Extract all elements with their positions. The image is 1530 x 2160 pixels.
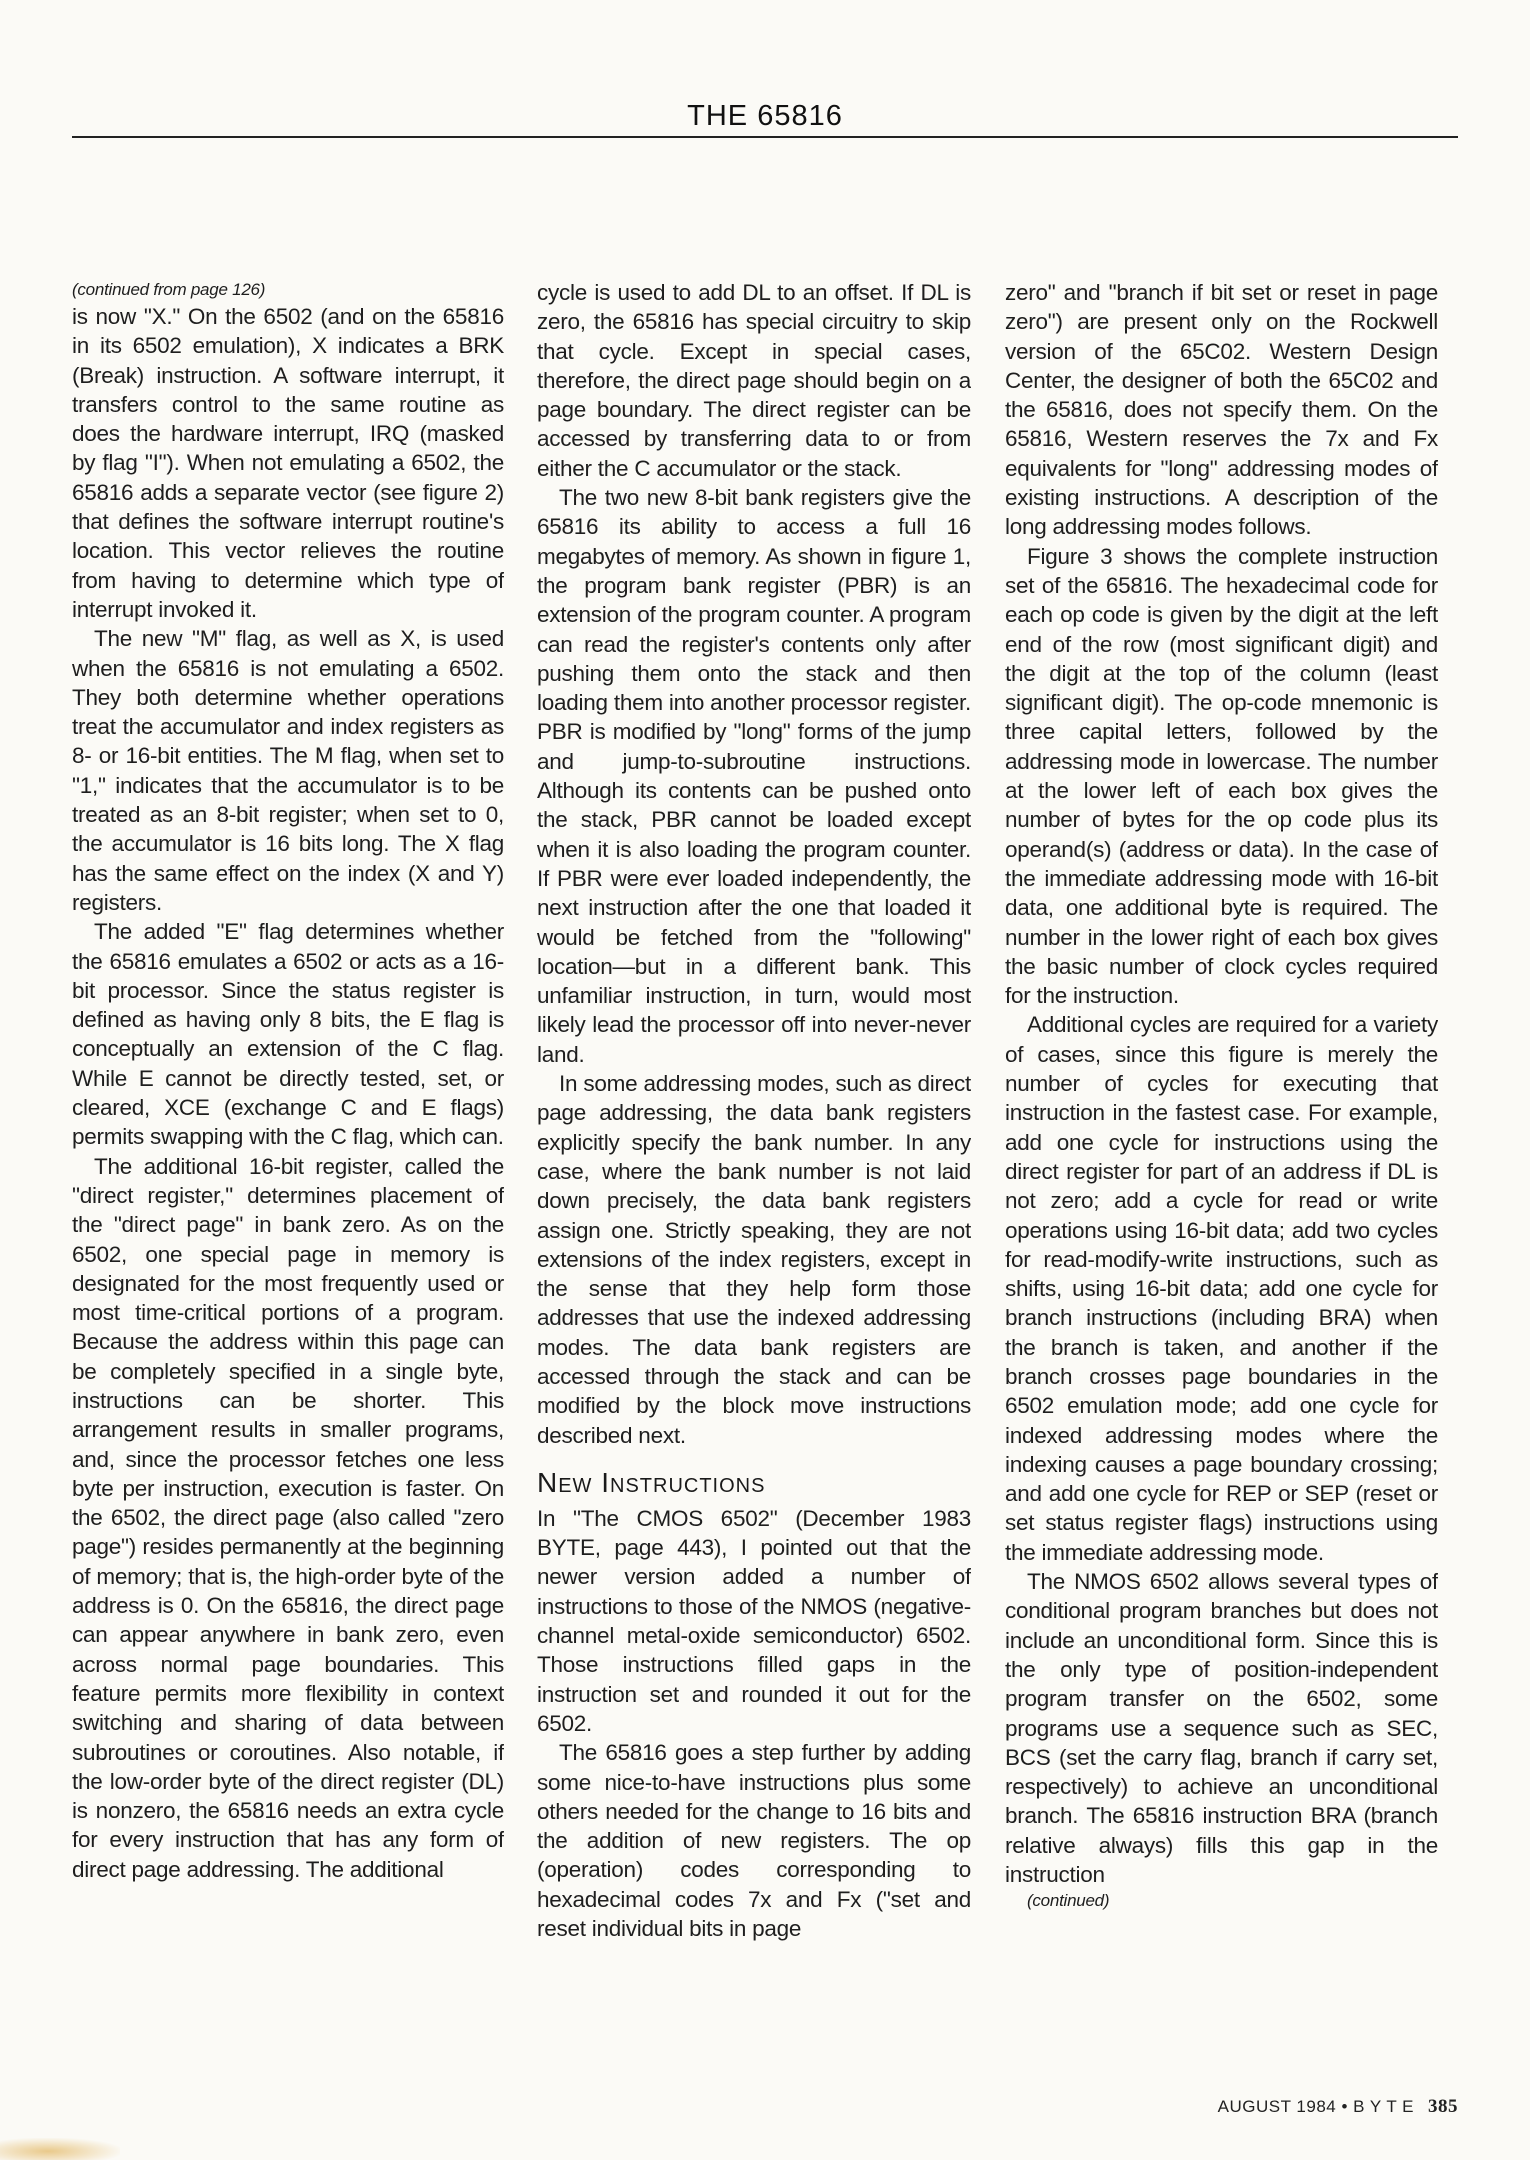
page-footer xyxy=(1218,2096,1458,2118)
page-number: 385 xyxy=(1428,2096,1458,2117)
paragraph: is now "X." On the 6502 (and on the 65816 in its 6502 emulation), X indicates a BRK (Break) instruction. A software interrupt, it transfers control to the same routine as does the hardware interrupt, IRQ (masked by flag "I"). When not emulating a 6502, the 65816 adds a separate vector (see figure 2) that defines the software interrupt routine's location. This vector relieves the routine from having to determine which type of interrupt invoked it. xyxy=(72,304,504,622)
paragraph: Figure 3 shows the complete instruction set of the 65816. The hexadecimal code for each op code is given by the digit at the left end of the row (most significant digit) and the digit at the top of the column (least significant digit). The op-code mnemonic is three capital letters, followed by the addressing mode in lowercase. The number at the lower left of each box gives the number of bytes for the op code plus its operand(s) (address or data). In the case of the immediate addressing mode with 16-bit data, one additional byte is required. The number in the lower right of each box gives the basic number of clock cycles required for the instruction. xyxy=(1005,543,1438,1009)
paragraph: The two new 8-bit bank registers give the 65816 its ability to access a full 16 megabytes of memory. As shown in figure 1, the program bank register (PBR) is an extension of the program counter. A program can read the register's contents only after pushing them onto the stack and then loading them into another processor register. PBR is modified by "long" forms of the jump and jump-to-subroutine instructions. Although its contents can be pushed onto the stack, PBR cannot be loaded except when it is also loading the program counter. If PBR were ever loaded independently, the next instruction after the one that loaded it would be fetched from the "following" location—but in a different bank. This unfamiliar instruction, in turn, would most likely lead the processor off into never-never land. xyxy=(537,485,971,1067)
running-head: THE 65816 xyxy=(687,100,843,132)
issue-label: AUGUST 1984 • B Y T E xyxy=(1217,2097,1414,2116)
scan-smudge xyxy=(0,2138,120,2160)
column-1 xyxy=(72,278,504,2068)
paragraph: The additional 16-bit register, called the "direct register," determines placement of the "direct page" in bank zero. As on the 6502, one special page in memory is designated for the most frequently used or most time-critical portions of a program. Because the address within this page can be completely specified in a single byte, instructions can be shorter. This arrangement results in smaller programs, and, since the processor fetches one less byte per instruction, execution is faster. On the 6502, the direct page (also called "zero page") resides permanently at the beginning of memory; that is, the high-order byte of the address is 0. On the 65816, the direct page can appear anywhere in bank zero, even across normal page boundaries. This feature permits more flexibility in context switching and sharing of data between subroutines or coroutines. Also notable, if the low-order byte of the direct register (DL) is nonzero, the 65816 needs an extra cycle for every instruction that has any form of direct page addressing. The additional xyxy=(72,1153,504,1882)
continued-from-note: (continued from page 126) xyxy=(72,280,266,299)
paragraph: In "The CMOS 6502" (December 1983 BYTE, page 443), I pointed out that the newer version added a number of instructions to those of the NMOS (negative-channel metal-oxide semiconductor) 6502. Those instructions filled gaps in the instruction set and rounded it out for the 6502. xyxy=(537,1505,971,1736)
paragraph: cycle is used to add DL to an offset. If DL is zero, the 65816 has special circuitry to skip that cycle. Except in special cases, therefore, the direct page should begin on a page boundary. The direct register can be accessed by transferring data to or from either the C accumulator or the stack. xyxy=(537,280,971,481)
paragraph: The NMOS 6502 allows several types of conditional program branches but does not include an unconditional form. Since this is the only type of position-independent program transfer on the 6502, some programs use a sequence such as SEC, BCS (set the carry flag, branch if carry set, respectively) to achieve an unconditional branch. The 65816 instruction BRA (branch relative always) fills this gap in the instruction xyxy=(1005,1569,1438,1888)
paragraph: The new "M" flag, as well as X, is used when the 65816 is not emulating a 6502. They both determine whether operations treat the accumulator and index registers as 8- or 16-bit entities. The M flag, when set to "1," indicates that the accumulator is to be treated as an 8-bit register; when set to 0, the accumulator is 16 bits long. The X flag has the same effect on the index (X and Y) registers. xyxy=(72,626,504,915)
header-rule xyxy=(72,136,1458,138)
column-3 xyxy=(1005,278,1438,2068)
section-heading: New Instructions xyxy=(537,1466,766,1498)
paragraph: The added "E" flag determines whether the 65816 emulates a 6502 or acts as a 16-bit processor. Since the status register is defined as having only 8 bits, the E flag is conceptually an extension of the C flag. While E cannot be directly tested, set, or cleared, XCE (exchange C and E flags) permits swapping with the C flag, which can. xyxy=(72,919,504,1150)
paragraph: zero" and "branch if bit set or reset in page zero") are present only on the Rockwell version of the 65C02. Western Design Center, the designer of both the 65C02 and the 65816, does not specify them. On the 65816, Western reserves the 7x and Fx equivalents for "long" addressing modes of existing instructions. A description of the long addressing modes follows. xyxy=(1005,280,1438,540)
paragraph: The 65816 goes a step further by adding some nice-to-have instructions plus some others needed for the change to 16 bits and the addition of new registers. The op (operation) codes corresponding to hexadecimal codes 7x and Fx ("set and reset individual bits in page xyxy=(537,1740,971,1942)
continued-note: (continued) xyxy=(1027,1891,1110,1911)
paragraph: Additional cycles are required for a variety of cases, since this figure is merely the number of cycles for executing that instruction in the fastest case. For example, add one cycle for instructions using the direct register for part of an address if DL is not zero; add a cycle for read or write operations using 16-bit data; add two cycles for read-modify-write instructions, such as shifts, using 16-bit data; add one cycle for branch instructions (including BRA) when the branch is taken, and another if the branch crosses page boundaries in the 6502 emulation mode; add one cycle for indexed addressing modes where the indexing causes a page boundary crossing; and add one cycle for REP or SEP (reset or set status register flags) instructions using the immediate addressing mode. xyxy=(1005,1012,1438,1565)
paragraph: In some addressing modes, such as direct page addressing, the data bank registers explicitly specify the bank number. In any case, where the bank number is not laid down precisely, the data bank registers assign one. Strictly speaking, they are not extensions of the index registers, except in the sense that they help form those addresses that use the indexed addressing modes. The data bank registers are accessed through the stack and can be modified by the block move instructions described next. xyxy=(537,1071,971,1448)
column-2 xyxy=(537,278,971,2068)
